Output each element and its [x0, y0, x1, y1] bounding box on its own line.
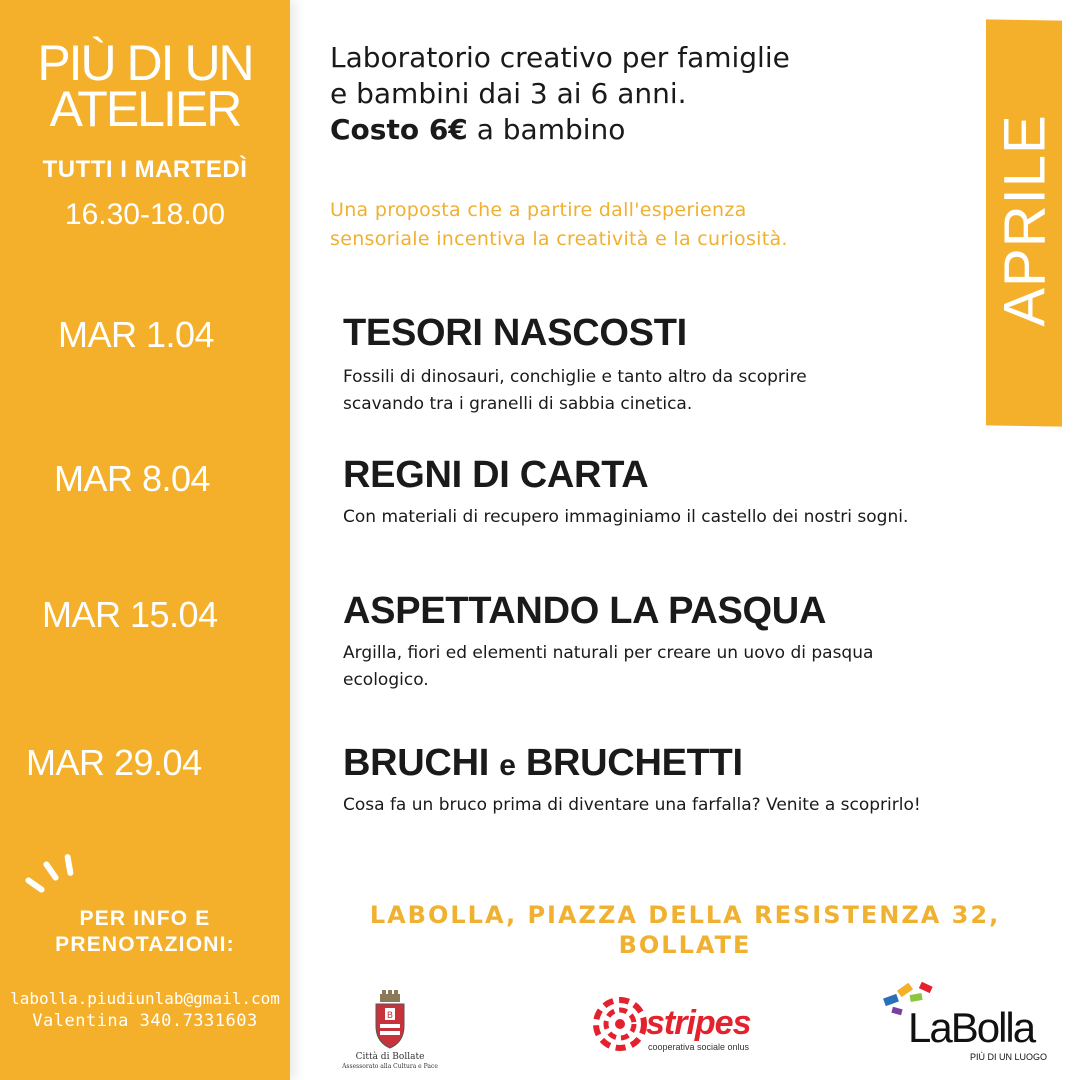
labolla-name: LaBolla — [908, 1004, 1035, 1051]
event-desc-1 — [343, 364, 903, 418]
event-desc-2: Con materiali di recupero immaginiamo il castello dei nostri sogni. — [343, 507, 909, 527]
event-desc-4: Cosa fa un bruco prima di diventare una farfalla? Venite a scoprirlo! — [343, 795, 921, 815]
stripes-name: stripes — [646, 1004, 751, 1042]
event-desc-3 — [343, 640, 983, 694]
event-title-4-part-3: BRUCHETTI — [515, 742, 743, 784]
sidebar — [0, 0, 290, 1080]
contact-email[interactable]: labolla.piudiunlab@gmail.com — [10, 989, 280, 1008]
intro-line-2: e bambini dai 3 ai 6 anni. — [330, 77, 687, 110]
stripes-subtitle: cooperativa sociale onlus — [648, 1042, 750, 1052]
month-label-wrap — [990, 20, 1060, 420]
svg-text:B: B — [386, 1011, 394, 1021]
intro-text — [330, 40, 930, 148]
event-date-2: MAR 8.04 — [54, 458, 211, 499]
cost-unit: a bambino — [467, 113, 626, 146]
title-line-1: PIÙ DI UN — [37, 35, 253, 91]
location-line-1: LABOLLA, PIAZZA DELLA RESISTENZA 32, — [369, 901, 1001, 929]
event-desc-3-line-1: Argilla, fiori ed elementi naturali per creare un uovo di pasqua — [343, 643, 874, 663]
bollate-subtitle: Assessorato alla Cultura e Pace — [342, 1063, 438, 1070]
location-line-2: BOLLATE — [618, 931, 752, 959]
lead-line-2: sensoriale incentiva la creatività e la curiosità. — [330, 228, 788, 250]
month-label: APRILE — [992, 113, 1058, 327]
labolla-logo — [880, 980, 1060, 1070]
event-desc-3-line-2: ecologico. — [343, 670, 429, 690]
event-title-1: TESORI NASCOSTI — [343, 312, 687, 354]
event-title-4 — [343, 742, 743, 785]
labolla-subtitle: PIÙ DI UN LUOGO — [970, 1052, 1048, 1062]
schedule-time: 16.30-18.00 — [64, 198, 226, 231]
event-title-4-part-1: BRUCHI — [343, 742, 500, 784]
bollate-logo — [330, 990, 450, 1070]
event-date-1: MAR 1.04 — [58, 314, 215, 355]
event-title-3: ASPETTANDO LA PASQUA — [343, 590, 827, 632]
stripes-swirl-icon — [590, 990, 650, 1060]
bollate-name: Città di Bollate — [355, 1052, 425, 1062]
event-date-4: MAR 29.04 — [26, 742, 202, 783]
intro-line-1: Laboratorio creativo per famiglie — [330, 41, 790, 74]
stripes-logo — [590, 990, 780, 1060]
event-title-4-part-2: e — [499, 749, 516, 782]
lead-line-1: Una proposta che a partire dall'esperienza — [330, 199, 747, 221]
intro-cost — [330, 112, 930, 148]
event-desc-1-line-1: Fossili di dinosauri, conchiglie e tanto altro da scoprire — [343, 367, 807, 387]
info-label-1: PER INFO E — [79, 907, 211, 930]
title-line-2: ATELIER — [49, 81, 241, 137]
event-date-3: MAR 15.04 — [42, 594, 218, 635]
contact-phone[interactable]: Valentina 340.7331603 — [32, 1011, 258, 1031]
sparkle-icon — [20, 852, 80, 900]
event-title-2: REGNI DI CARTA — [343, 454, 649, 496]
cost-amount: Costo 6€ — [330, 113, 468, 146]
event-desc-1-line-2: scavando tra i granelli di sabbia cinetica. — [343, 394, 693, 414]
coat-of-arms-icon — [330, 990, 450, 1052]
lead-text — [330, 196, 950, 254]
info-label-2: PRENOTAZIONI: — [55, 933, 235, 956]
schedule-day: TUTTI I MARTEDÌ — [42, 156, 248, 183]
